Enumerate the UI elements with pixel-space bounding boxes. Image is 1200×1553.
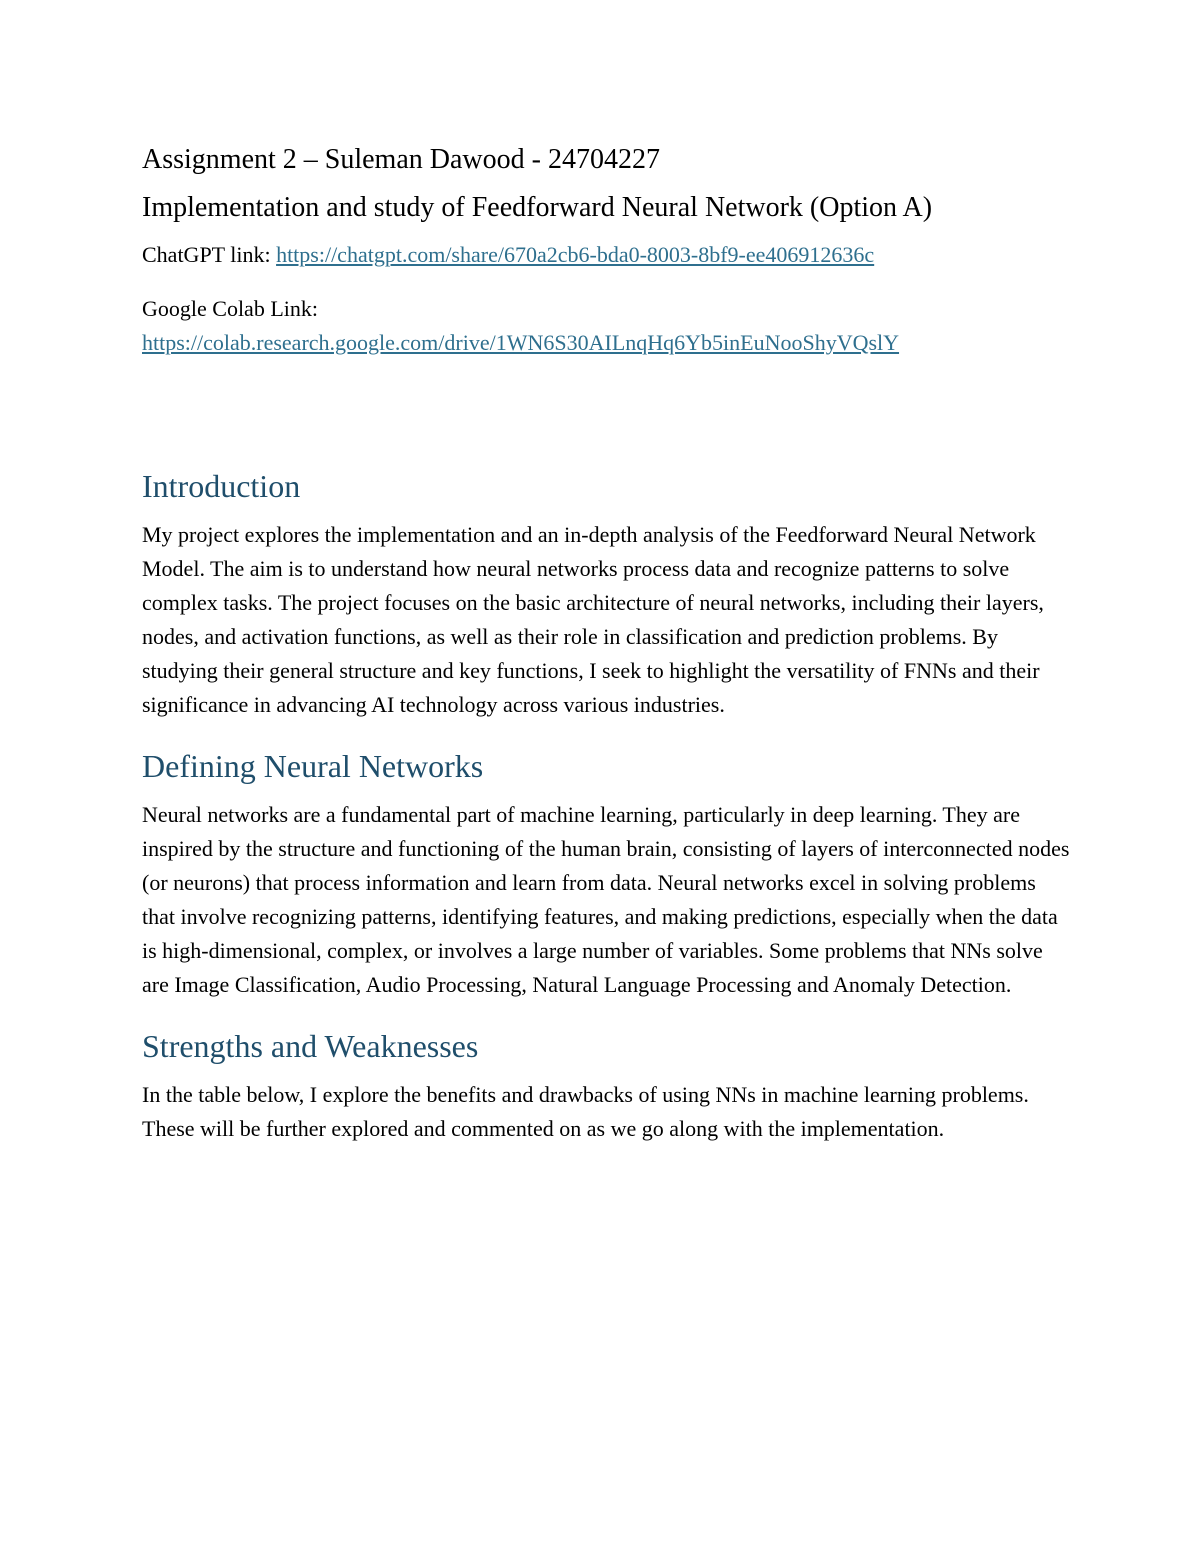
strengths-weaknesses-heading: Strengths and Weaknesses [142,1028,479,1064]
colab-link[interactable]: https://colab.research.google.com/drive/1WN6S30AILnqHq6Yb5inEuNooShyVQslY [142,330,900,355]
document-content [142,140,1072,1146]
defining-neural-networks-heading: Defining Neural Networks [142,748,484,784]
defining-neural-networks-paragraph: Neural networks are a fundamental part of machine learning, particularly in deep learning. They are inspired by the structure and functioning of the human brain, consisting of layers of interconnected nodes (or neurons) that process information and learn from data. Neural networks excel in solving problems that involve recognizing patterns, identifying features, and making predictions, especially when the data is high-dimensional, complex, or involves a large number of variables. Some problems that NNs solve are Image Classification, Audio Processing, Natural Language Processing and Anomaly Detection. [142,802,1070,997]
strengths-weaknesses-paragraph: In the table below, I explore the benefits and drawbacks of using NNs in machine learning problems. These will be further explored and commented on as we go along with the implementation. [142,1082,1029,1141]
introduction-paragraph: My project explores the implementation and an in-depth analysis of the Feedforward Neural Network Model. The aim is to understand how neural networks process data and recognize patterns to solve complex tasks. The project focuses on the basic architecture of neural networks, including their layers, nodes, and activation functions, as well as their role in classification and prediction problems. By studying their general structure and key functions, I seek to highlight the versatility of FNNs and their significance in advancing AI technology across various industries. [142,522,1044,717]
document-subtitle: Implementation and study of Feedforward Neural Network (Option A) [142,192,933,223]
chatgpt-link-label: ChatGPT link: [142,242,277,267]
colab-link-label: Google Colab Link: [142,296,318,321]
colab-link-line [142,326,1072,360]
chatgpt-link[interactable]: https://chatgpt.com/share/670a2cb6-bda0-8003-8bf9-ee406912636c [276,242,875,267]
document-title: Assignment 2 – Suleman Dawood - 24704227 [142,144,660,175]
introduction-heading: Introduction [142,468,301,504]
chatgpt-link-line [142,238,1072,272]
